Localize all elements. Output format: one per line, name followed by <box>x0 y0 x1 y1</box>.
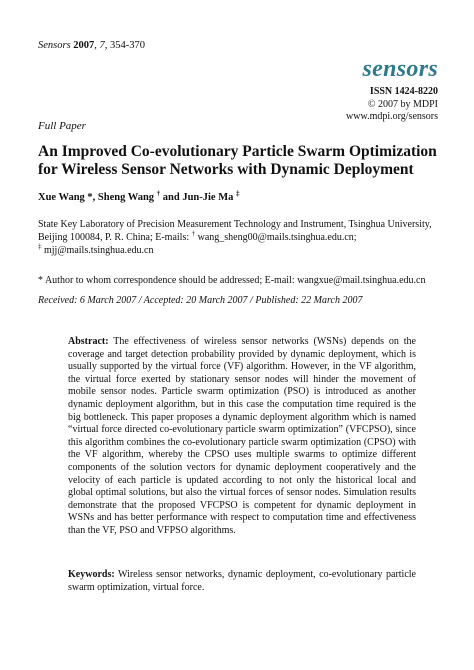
affiliation-prefix: Beijing 100084, P. R. China; E-mails: <box>38 231 192 243</box>
correspondence-note: * Author to whom correspondence should be addressed; E-mail: wangxue@mail.tsinghua.edu.cn <box>38 275 426 286</box>
author-separator: and <box>160 192 183 203</box>
affiliation <box>38 219 443 257</box>
affiliation-line-2 <box>38 229 443 245</box>
keywords-heading: Keywords: <box>68 569 115 580</box>
author-2: Sheng Wang <box>97 192 157 203</box>
author-3-mark: ‡ <box>236 189 240 198</box>
journal-url: www.mdpi.org/sensors <box>346 111 438 122</box>
issn-block <box>346 86 438 124</box>
journal-pages: 354-370 <box>110 40 146 51</box>
email-1: wang_sheng00@mails.tsinghua.edu.cn; <box>195 231 357 243</box>
email-2-mark: ‡ <box>38 242 42 251</box>
abstract <box>68 336 416 538</box>
author-list <box>38 189 240 203</box>
author-2-mark: † <box>156 189 161 198</box>
journal-reference: Sensors 2007, 7, 354-370 <box>38 40 146 51</box>
journal-volume: 7 <box>99 40 105 51</box>
journal-year: 2007 <box>73 40 95 51</box>
abstract-text: The effectiveness of wireless sensor networks (WSNs) depends on the coverage and target detection probability provided by dynamic deployment, which is usually supported by the virtual force (VF) algorithm. However, in the VF algorithm, the virtual force exerted by stationary sensor nodes will hinder the movement of mobile sensor nodes. Particle swarm optimization (PSO) is introduced as another dynamic deployment algorithm, but in this case the computation time required is the big bottleneck. This paper proposes a dynamic deployment algorithm which is named “virtual force directed co-evolutionary particle swarm optimization” (VFCPSO), since this algorithm combines the co-evolutionary particle swarm optimization (CPSO) with the VF algorithm, whereby the CPSO uses multiple swarms to optimize different components of the solution vectors for dynamic deployment cooperatively and the velocity of each particle is updated according to not only the historical local and global optimal solutions, but also the virtual forces of sensor nodes. Simulation results demonstrate that the proposed VFCPSO is competent for dynamic deployment in WSNs and has better performance with respect to computation time and effectiveness than the VF, PSO and VFPSO algorithms. <box>68 336 416 536</box>
issn: ISSN 1424-8220 <box>369 86 438 97</box>
publication-dates: Received: 6 March 2007 / Accepted: 20 March 2007 / Published: 22 March 2007 <box>38 295 363 306</box>
abstract-heading: Abstract: <box>68 336 109 347</box>
author-1: Xue Wang *, <box>38 192 98 203</box>
email-2: mjj@mails.tsinghua.edu.cn <box>41 244 154 256</box>
author-3: Jun-Jie Ma <box>182 192 237 203</box>
email-1-mark: † <box>191 229 196 238</box>
keywords <box>68 569 416 594</box>
affiliation-line-1: State Key Laboratory of Precision Measurement Technology and Instrument, Tsinghua University, <box>38 219 432 230</box>
copyright: © 2007 by MDPI <box>367 98 438 110</box>
paper-type: Full Paper <box>38 120 86 132</box>
journal-brand-logo: sensors <box>362 56 438 82</box>
journal-name: Sensors <box>38 40 71 51</box>
keywords-text: Wireless sensor networks, dynamic deployment, co-evolutionary particle swarm optimization, virtual force. <box>68 569 416 593</box>
paper-title: An Improved Co-evolutionary Particle Swarm Optimization for Wireless Sensor Networks with Dynamic Deployment <box>38 143 437 178</box>
affiliation-line-3 <box>38 242 443 258</box>
